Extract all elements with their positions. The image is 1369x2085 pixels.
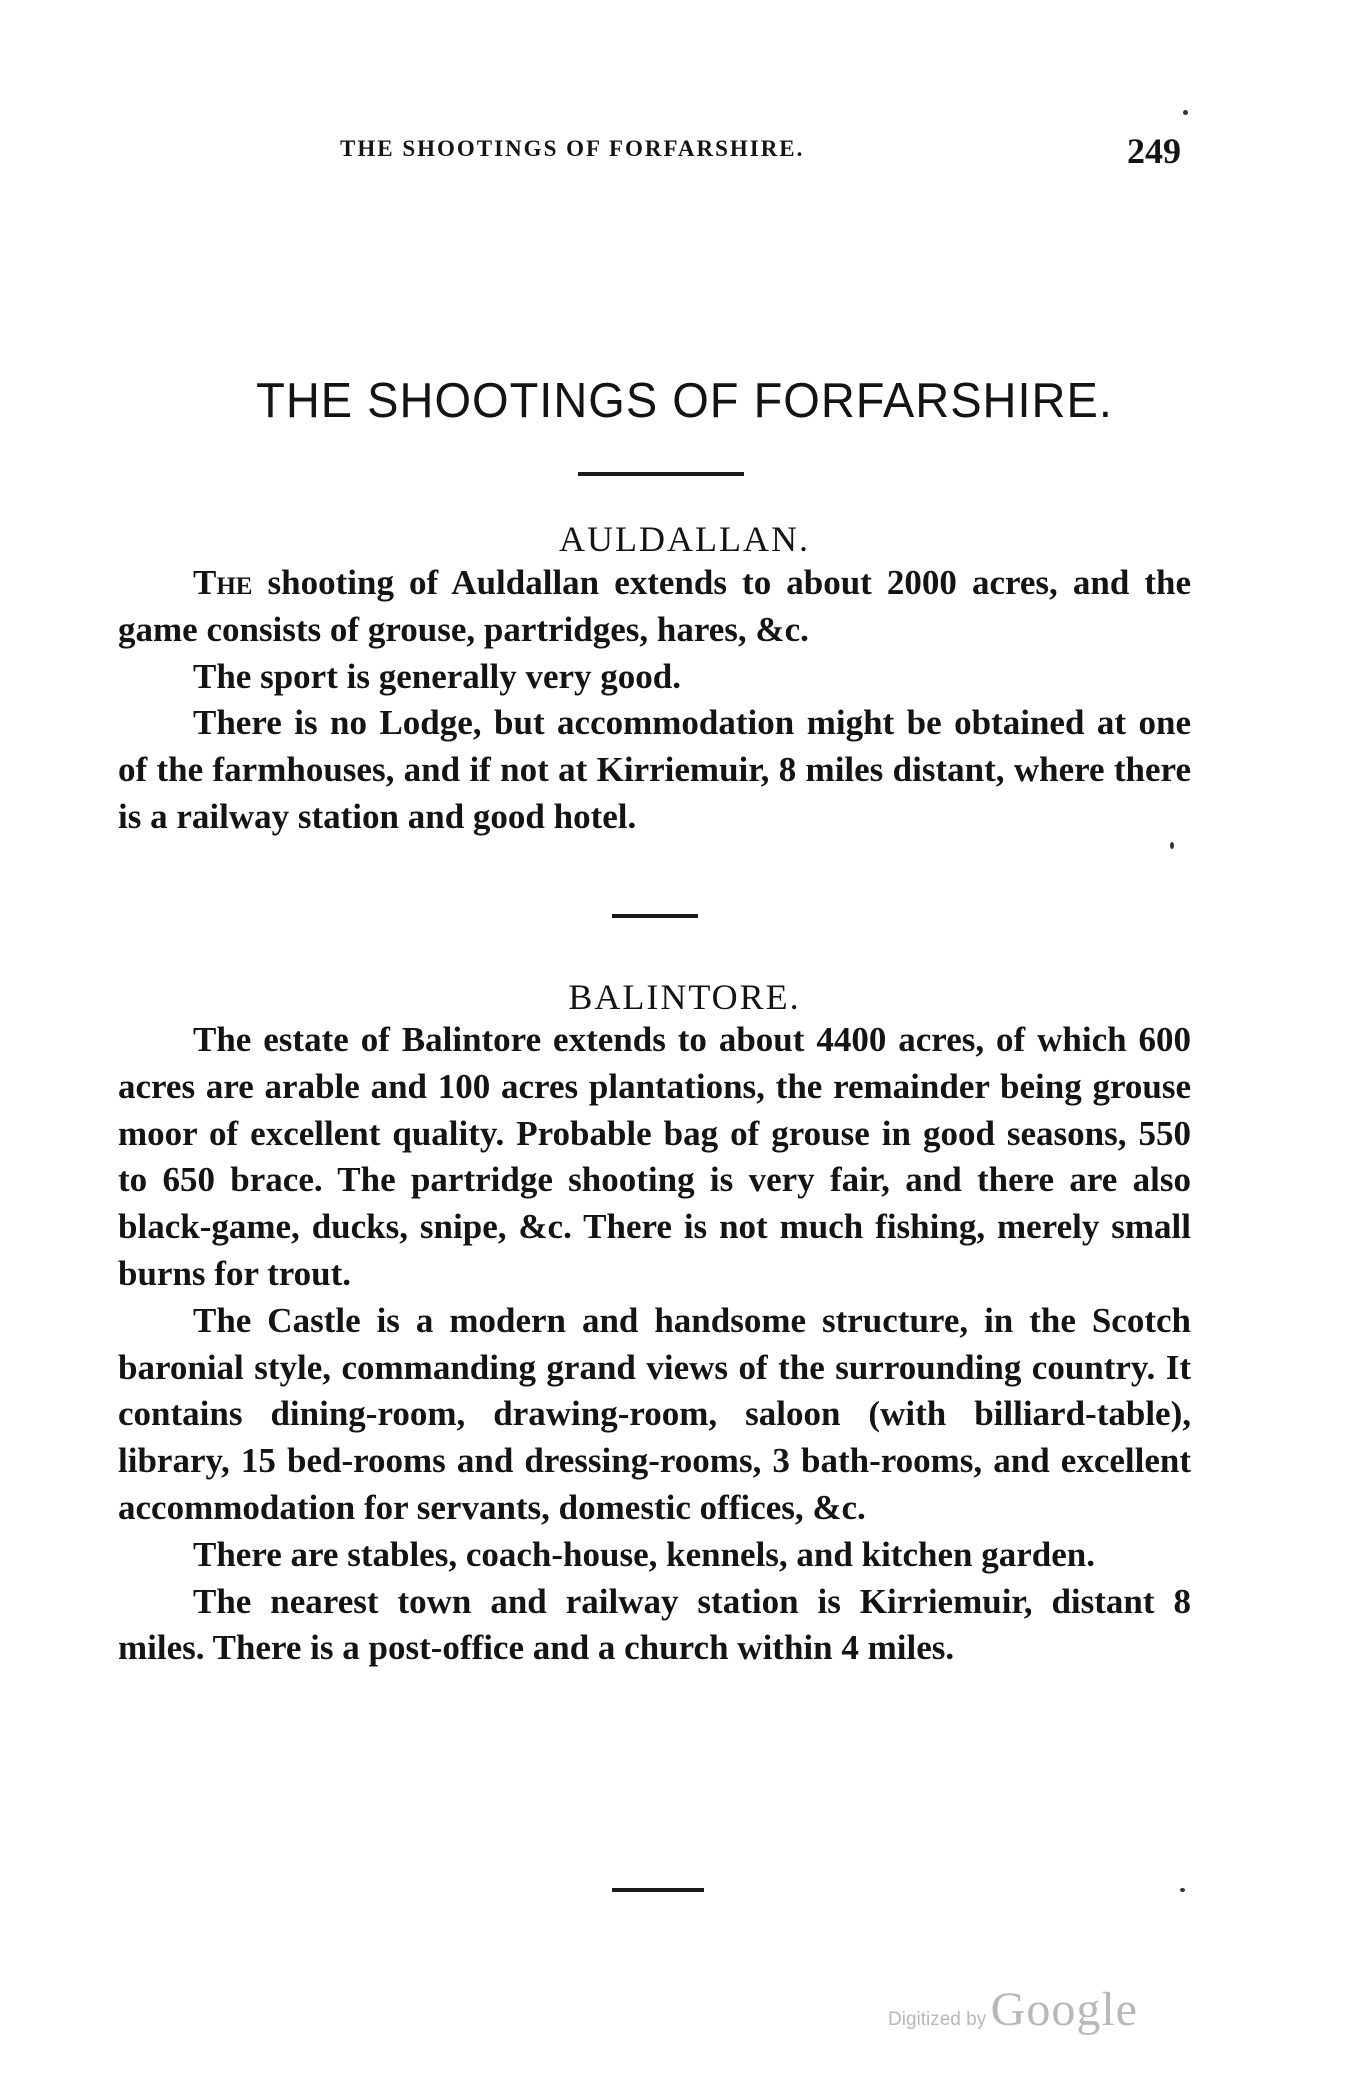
- running-title: THE SHOOTINGS OF FORFARSHIRE.: [340, 136, 805, 161]
- section-body-auldallan: [118, 560, 1191, 841]
- section-body-balintore: [118, 1017, 1191, 1672]
- divider-rule: [612, 914, 698, 918]
- paragraph-text: shooting of Auldallan extends to about 2000 acres, and the game consists of grouse, partridges, hares, &c.: [118, 563, 1191, 649]
- first-word: The: [193, 563, 253, 602]
- chapter-title: THE SHOOTINGS OF FORFARSHIRE.: [256, 371, 1113, 428]
- section-title-auldallan: AULDALLAN.: [559, 519, 810, 559]
- digitized-watermark: [888, 1982, 1138, 2037]
- watermark-prefix: Digitized by: [888, 2009, 987, 2030]
- section-title-balintore: BALINTORE.: [568, 977, 801, 1017]
- running-head: [0, 131, 1369, 176]
- page-number: 249: [1127, 131, 1181, 171]
- paragraph: There is no Lodge, but accommodation might be obtained at one of the farmhouses, and if not at Kirriemuir, 8 miles distant, where there is a railway station and good hotel.: [118, 703, 1191, 836]
- paragraph: The nearest town and railway station is Kirriemuir, distant 8 miles. There is a post-office and a church within 4 miles.: [118, 1581, 1191, 1668]
- paragraph: The sport is generally very good.: [193, 656, 682, 696]
- paragraph: [118, 560, 1191, 654]
- paragraph: The Castle is a modern and handsome structure, in the Scotch baronial style, commanding grand views of the surrounding country. It contains dining-room, drawing-room, saloon (with billiard-table), library, 15 bed-rooms and dressing-rooms, 3 bath-rooms, and excellent accommodation for servants, domestic offices, &c.: [118, 1300, 1191, 1527]
- ink-speck: [1183, 110, 1188, 115]
- ink-speck: [1170, 842, 1174, 849]
- paragraph: The estate of Balintore extends to about 4400 acres, of which 600 acres are arable and 100 acres plantations, the remainder being grouse moor of excellent quality. Probable bag of grouse in good seasons, 550 to 650 brace. The partridge shooting is very fair, and there are also black-game, ducks, snipe, &c. There is not much fishing, merely small burns for trout.: [118, 1020, 1191, 1293]
- paragraph: There are stables, coach-house, kennels, and kitchen garden.: [193, 1534, 1095, 1574]
- watermark-brand: Google: [990, 1983, 1138, 2036]
- divider-rule: [578, 472, 744, 476]
- divider-rule: [612, 1888, 704, 1892]
- ink-speck: [1180, 1888, 1185, 1892]
